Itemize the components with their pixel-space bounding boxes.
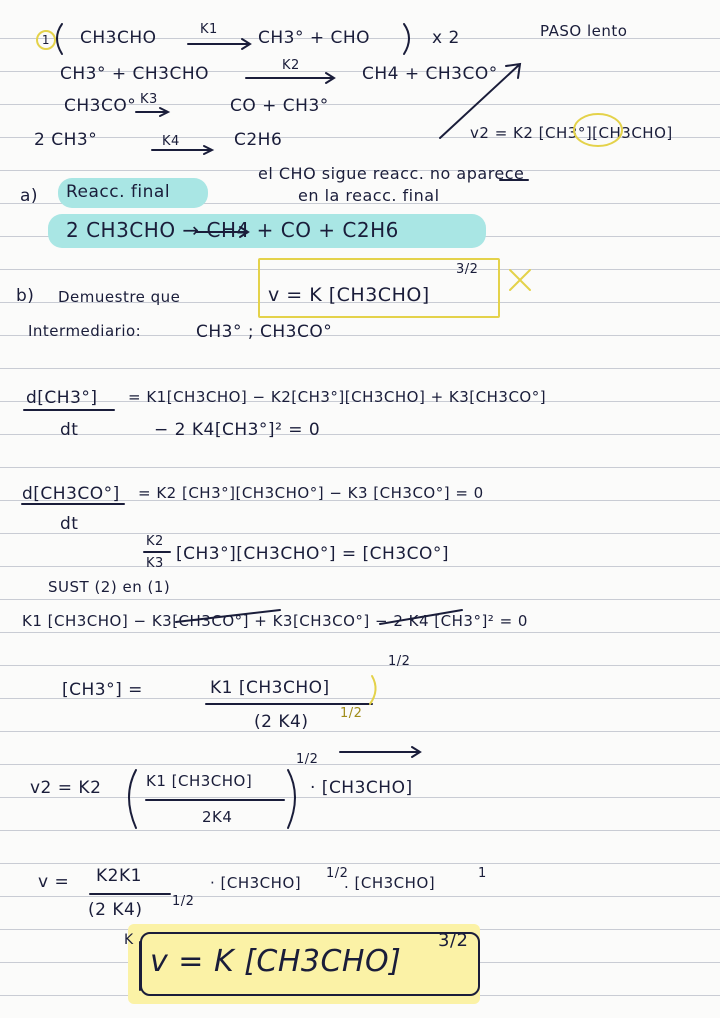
step1-rate-constant: K1 <box>200 22 218 37</box>
eq5-exponent: 1/2 <box>388 654 411 669</box>
target-rate-expression: v = K [CH3CHO] <box>268 284 430 306</box>
k-definition-label: K <box>124 932 134 948</box>
eq5-numerator: K1 [CH3CHO] <box>210 678 330 698</box>
part-a-comment-line1: el CHO sigue reacc. no aparece <box>258 164 525 183</box>
eq7-tail2: . [CH3CHO] <box>344 874 436 892</box>
eq7-tail-exponent: 1/2 <box>326 866 349 881</box>
substitution-label: SUST (2) en (1) <box>48 578 171 596</box>
eq1-rhs-line1: = K1[CH3CHO] − K2[CH3°][CH3CHO] + K3[CH3CO°] <box>128 388 547 406</box>
eq2-rhs: = K2 [CH3°][CH3CHO°] − K3 [CH3CO°] = 0 <box>138 484 484 502</box>
eq7-tail: · [CH3CHO] <box>210 874 302 892</box>
part-a-comment-line2: en la reacc. final <box>298 186 440 205</box>
step2-products: CH4 + CH3CO° <box>362 64 498 84</box>
overall-reaction: 2 CH3CHO → CH4 + CO + C2H6 <box>66 218 399 242</box>
eq3-rhs: [CH3°][CH3CHO°] = [CH3CO°] <box>176 544 450 564</box>
target-rate-exponent: 3/2 <box>456 262 479 277</box>
rate-v2-expression: v2 = K2 [CH3°][CH3CHO] <box>470 124 673 142</box>
part-a-title: Reacc. final <box>66 182 171 202</box>
eq6-lhs: v2 = K2 <box>30 778 102 798</box>
final-rate-law: v = K [CH3CHO] <box>150 944 402 979</box>
eq4: K1 [CH3CHO] − K3[CH3CO°] + K3[CH3CO°] − 2 K4 [CH3°]² = 0 <box>22 612 528 630</box>
eq2-lhs-denominator: dt <box>60 514 79 534</box>
step3-products: CO + CH3° <box>230 96 329 116</box>
eq7-lhs: v = <box>38 872 70 892</box>
slow-step-note: PASO lento <box>540 22 628 40</box>
step2-reactants: CH3° + CH3CHO <box>60 64 210 84</box>
eq7-tail2-exponent: 1 <box>478 866 487 881</box>
step-number-marker: 1 <box>36 30 56 50</box>
step2-rate-constant: K2 <box>282 58 300 73</box>
final-rate-exponent: 3/2 <box>438 930 469 951</box>
step1-products: CH3° + CHO <box>258 28 371 48</box>
step1-multiplier: x 2 <box>432 28 460 48</box>
eq6-tail: · [CH3CHO] <box>310 778 413 798</box>
part-b-label: b) <box>16 286 35 306</box>
step4-reactant: 2 CH3° <box>34 130 98 150</box>
eq1-rhs-line2: − 2 K4[CH3°]² = 0 <box>154 420 321 440</box>
eq6-numerator: K1 [CH3CHO] <box>146 772 253 790</box>
eq7-denominator: (2 K4) <box>88 900 143 920</box>
eq2-lhs-numerator: d[CH3CO°] <box>22 484 120 504</box>
part-a-label: a) <box>20 186 39 206</box>
intermediates-label: Intermediario: <box>28 322 142 340</box>
step1-reactant: CH3CHO <box>80 28 157 48</box>
step4-products: C2H6 <box>234 130 283 150</box>
eq7-numerator: K2K1 <box>96 866 142 886</box>
eq6-exponent: 1/2 <box>296 752 319 767</box>
eq3-fraction-denominator: K3 <box>146 556 164 571</box>
eq5-denominator: (2 K4) <box>254 712 309 732</box>
step4-rate-constant: K4 <box>162 134 180 149</box>
eq6-denominator: 2K4 <box>202 808 233 826</box>
eq3-fraction-numerator: K2 <box>146 534 164 549</box>
intermediates-list: CH3° ; CH3CO° <box>196 322 333 342</box>
eq7-denominator-exponent: 1/2 <box>172 894 195 909</box>
eq1-lhs-numerator: d[CH3°] <box>26 388 98 408</box>
eq5-denominator-exponent: 1/2 <box>340 706 363 721</box>
part-b-prompt: Demuestre que <box>58 288 181 306</box>
step3-reactant: CH3CO° <box>64 96 137 116</box>
step3-rate-constant: K3 <box>140 92 158 107</box>
eq1-lhs-denominator: dt <box>60 420 79 440</box>
eq5-lhs: [CH3°] = <box>62 680 143 700</box>
